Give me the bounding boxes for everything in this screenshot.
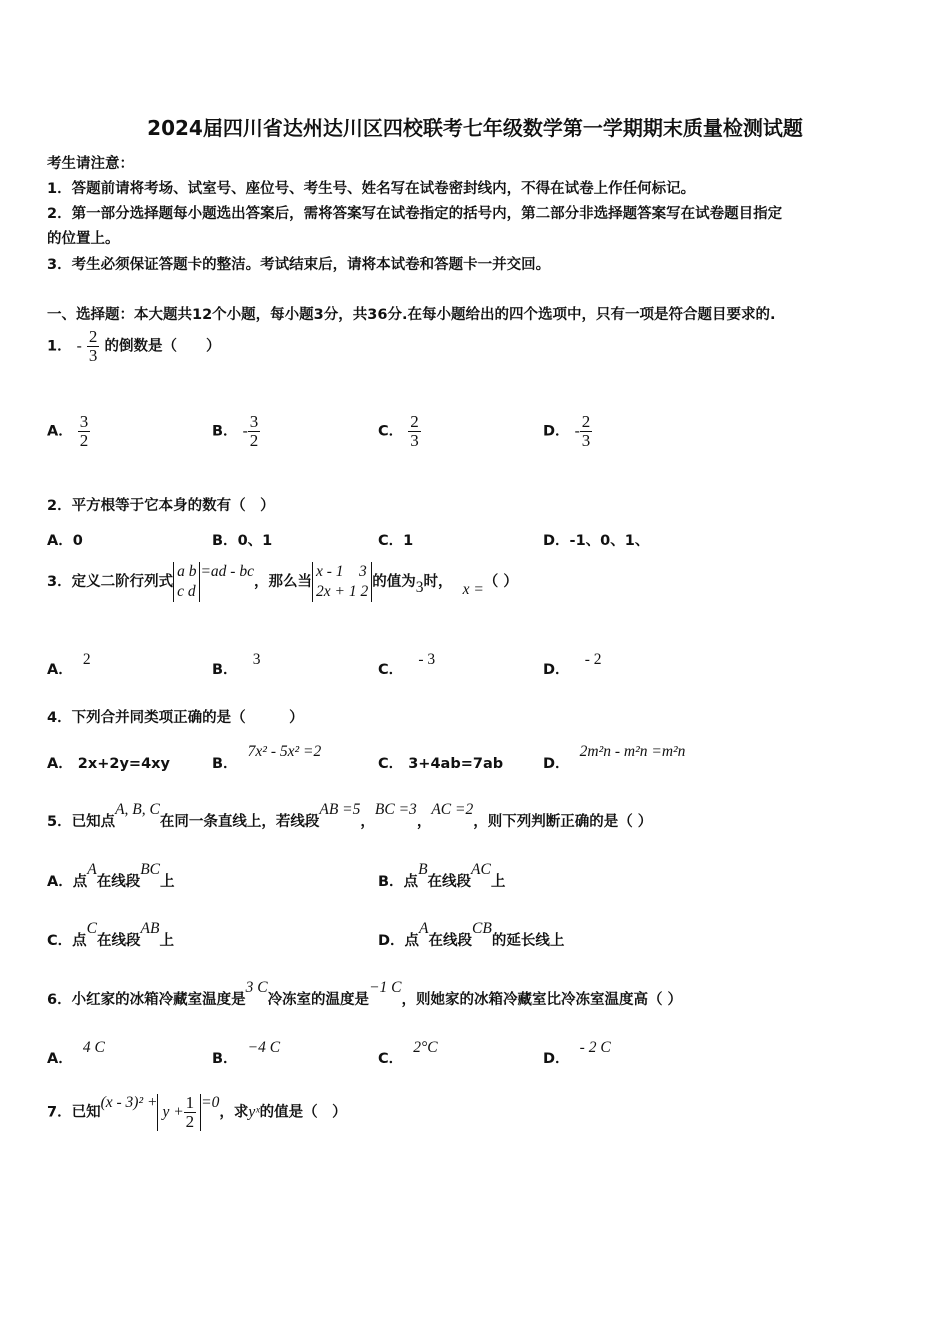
determinant-definition: a b c d bbox=[173, 562, 200, 602]
question-4: 4．下列合并同类项正确的是（ ） bbox=[47, 710, 304, 726]
page-title: 2024届四川省达州达川区四校联考七年级数学第一学期期末质量检测试题 bbox=[147, 116, 803, 140]
option-d: D． - $\frac{2}{3}$ bbox=[543, 412, 591, 450]
option-c: C． $\frac{2}{3}$ bbox=[378, 412, 419, 450]
option-b: B．0、1 bbox=[212, 533, 273, 549]
option-c: C．点C在线段AB上 bbox=[47, 920, 174, 949]
option-c: C． 3+4ab=7ab bbox=[378, 756, 504, 772]
option-d: D． - 2 bbox=[543, 651, 602, 678]
absolute-value: y + $\frac{1}{2}$ bbox=[157, 1094, 201, 1131]
option-d: D．-1、0、1、 bbox=[543, 533, 650, 549]
option-d: D． 2m²n - m²n =m²n bbox=[543, 743, 686, 772]
option-a: A． 2 bbox=[47, 651, 91, 678]
option-d: D． - 2 C bbox=[543, 1039, 611, 1067]
option-a: A． 2x+2y=4xy bbox=[47, 756, 170, 772]
notice-item: 3．考生必须保证答题卡的整洁。考试结束后，请将本试卷和答题卡一并交回。 bbox=[47, 257, 551, 273]
option-c: C． 2°C bbox=[378, 1039, 438, 1067]
section-heading: 一、选择题：本大题共12个小题，每小题3分，共36分.在每小题给出的四个选项中，只有一项是符合题目要求的. bbox=[47, 307, 776, 323]
option-d: D．点A在线段CB的延长线上 bbox=[378, 920, 565, 949]
option-a: A．点A在线段BC上 bbox=[47, 861, 175, 890]
notice-item: 1．答题前请将考场、试室号、座位号、考生号、姓名写在试卷密封线内，不得在试卷上作任何标记。 bbox=[47, 181, 696, 197]
notice-heading: 考生请注意： bbox=[47, 156, 134, 172]
question-6: 6．小红家的冰箱冷藏室温度是3 C冷冻室的温度是−1 C，则她家的冰箱冷藏室比冷冻室温度高（ ） bbox=[47, 979, 683, 1008]
question-7: 7．已知(x - 3)² +y + $\frac{1}{2}$ =0，求yˣ的值是（ ） bbox=[47, 1093, 347, 1131]
option-c: C． - 3 bbox=[378, 651, 436, 678]
fraction: $\frac{2}{3}$ bbox=[88, 327, 98, 365]
question-number: 1． bbox=[47, 338, 72, 355]
option-c: C．1 bbox=[378, 533, 414, 549]
question-3: 3．定义二阶行列式 a b c d =ad - bc，那么当 x - 1 3 2x + 1 2 的值为3时， x =（ ） bbox=[47, 563, 518, 600]
option-a: A．0 bbox=[47, 533, 83, 549]
option-b: B． - $\frac{3}{2}$ bbox=[212, 412, 259, 450]
question-1 bbox=[47, 328, 220, 365]
option-a: A． 4 C bbox=[47, 1039, 105, 1067]
option-b: B． −4 C bbox=[212, 1039, 281, 1067]
determinant-expression: x - 1 3 2x + 1 2 bbox=[312, 562, 372, 602]
option-b: B．点B在线段AC上 bbox=[378, 861, 506, 890]
notice-item: 2．第一部分选择题每小题选出答案后，需将答案写在试卷指定的括号内，第二部分非选择题答案写在试卷题目指定 bbox=[47, 206, 783, 222]
notice-item: 的位置上。 bbox=[47, 231, 120, 247]
question-2: 2．平方根等于它本身的数有（ ） bbox=[47, 498, 275, 514]
option-a: A． $\frac{3}{2}$ bbox=[47, 412, 89, 450]
question-text: 的倒数是（ ） bbox=[104, 338, 221, 355]
neg-sign: - bbox=[76, 337, 82, 355]
question-5: 5．已知点A, B, C在同一条直线上，若线段AB =5，BC =3，AC =2，则下列判断正确的是（ ） bbox=[47, 801, 653, 830]
option-b: B． 3 bbox=[212, 651, 261, 678]
option-b: B． 7x² - 5x² =2 bbox=[212, 743, 322, 772]
